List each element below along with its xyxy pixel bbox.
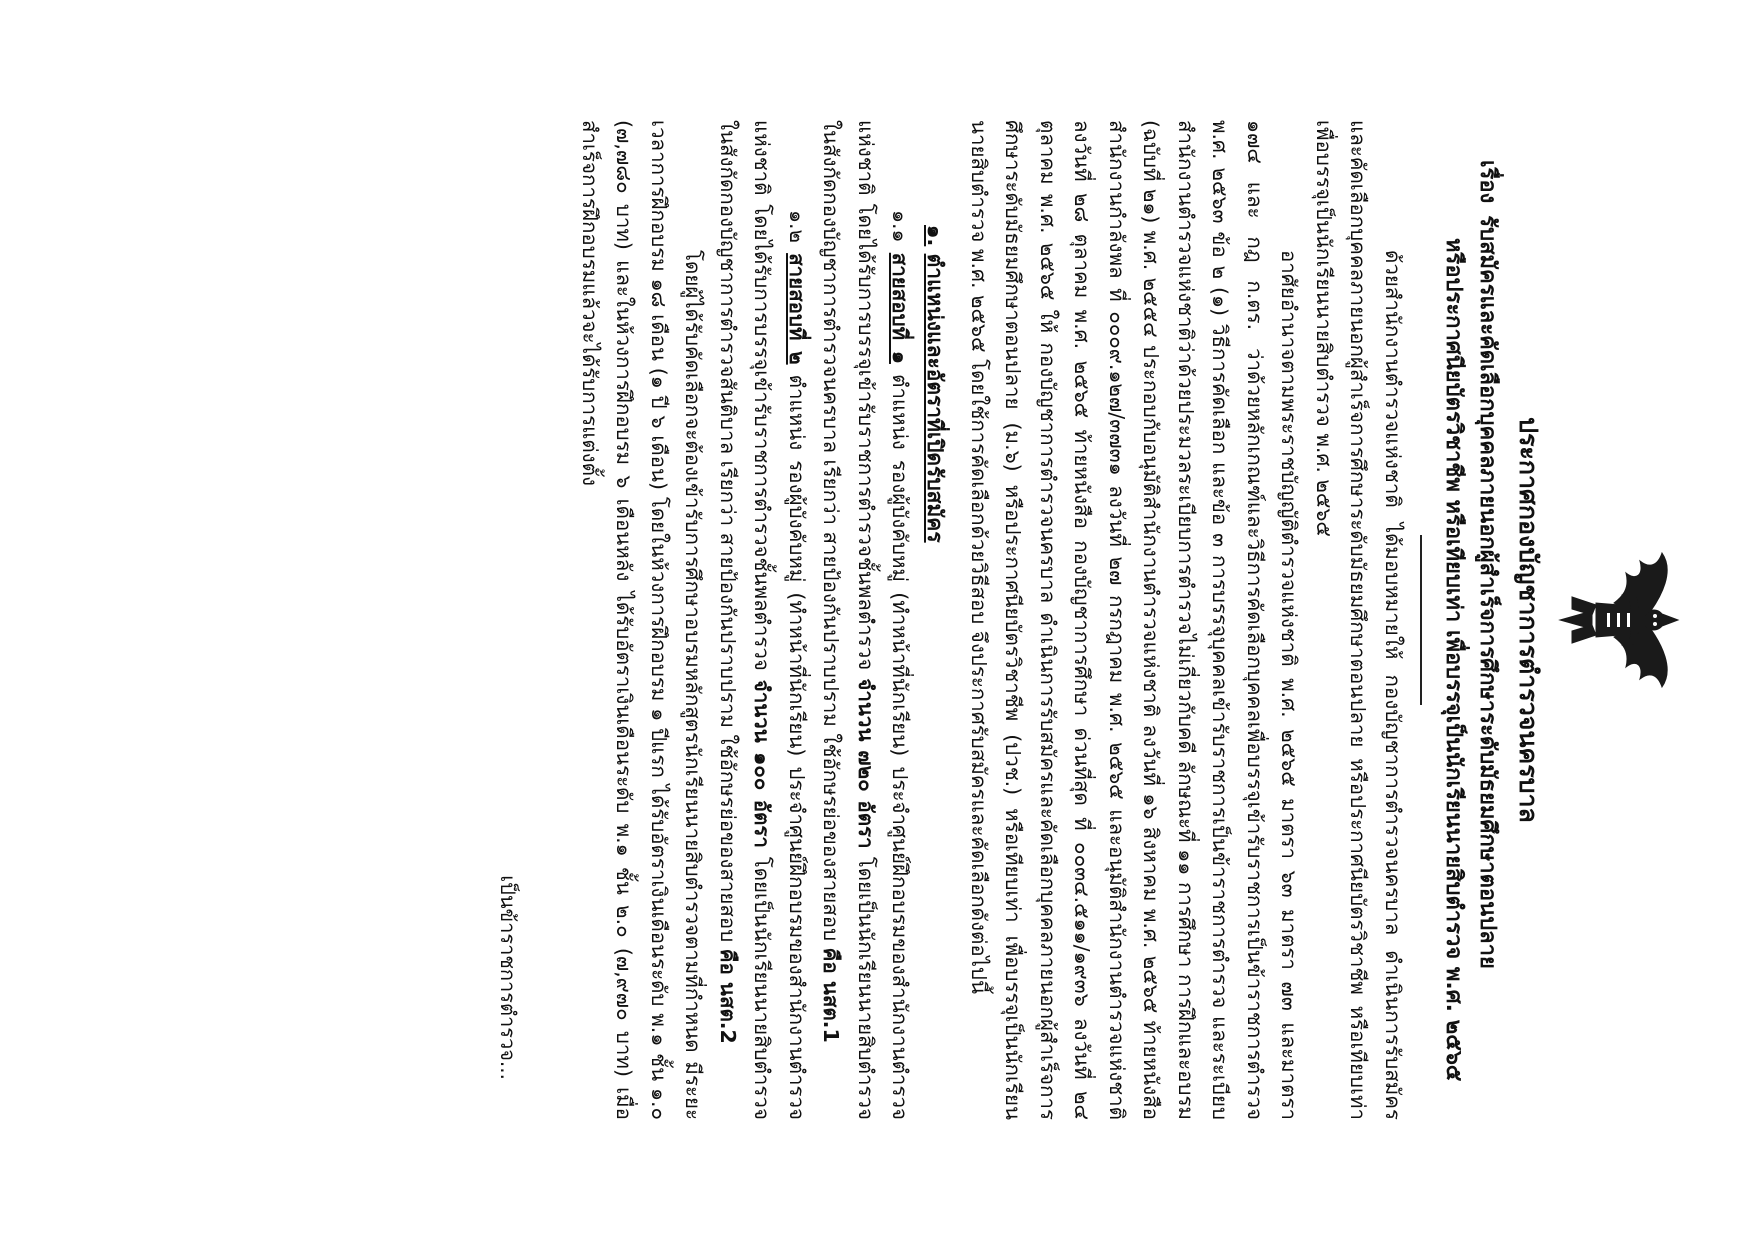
item-1-2-code: คือ นสต.2 [716, 948, 740, 1044]
section-heading-1 [918, 120, 954, 1120]
item-1-1-count: จำนวน ๗๒๐ อัตรา [854, 678, 878, 849]
document-heading: ประกาศกองบัญชาการตำรวจนครบาล [1514, 417, 1543, 823]
item-1-1-code: คือ นสต.1 [819, 947, 844, 1043]
paragraph-intro: ด้วยสำนักงานตำรวจแห่งชาติ ได้มอบหมายให้ กองบัญชาการตำรวจนครบาล ดำเนินการรับสมัครและคัดเลือกบุคคลภายนอกผู้สำเร็จการศึกษาระดับมัธยมศึกษาตอนปลาย หรือประกาศนียบัตรวิชาชีพ หรือเทียบเท่า เพื่อบรรจุเป็นนักเรียนนายสิบตำรวจ พ.ศ. ๒๕๖๕ [1312, 120, 1405, 1120]
item-1-2-line-label: สายสอบที่ ๒ [785, 253, 809, 365]
document-subject [1436, 120, 1504, 1120]
paragraph-training: โดยผู้ได้รับคัดเลือกจะต้องเข้ารับการศึกษาอบรมหลักสูตรนักเรียนนายสิบตำรวจตามที่กำหนด มีระยะเวลาการฝึกอบรม ๑๘ เดือน (๑ ปี ๖ เดือน) โดยในห้วงการฝึกอบรม ๑ ปีแรก ได้รับอัตราเงินเดือนระดับ พ.๑ ชั้น ๑.๐ (๗,๗๘๐ บาท) และในห้วงการฝึกอบรม ๖ เดือนหลัง ได้รับอัตราเงินเดือนระดับ พ.๑ ชั้น ๒.๐ (๗,๙๗๐ บาท) เมื่อสำเร็จการฝึกอบรมแล้วจะได้รับการแต่งตั้ง [578, 120, 706, 1120]
subject-line-1 [1470, 160, 1504, 1120]
item-1-1-body-b: โดยเป็นนักเรียนนายสิบตำรวจ ในสังกัดกองบัญชาการตำรวจนครบาล เรียกว่า สายป้องกันปราบปราม ใช้อักษรย่อของสายสอบ [819, 120, 878, 1120]
item-1-1-body-a: ตำแหน่ง รองผู้บังคับหมู่ (ทำหน้าที่นักเรียน) ประจำศูนย์ฝึกอบรมของสำนักงานตำรวจแห่งชาติ โดยได้รับการบรรจุเข้ารับราชการตำรวจชั้นพลตำรวจ [854, 120, 913, 1120]
item-1-1 [814, 120, 918, 1120]
page-continuation: เป็นข้าราชการตำรวจ... [496, 875, 521, 1080]
document-body [493, 120, 1685, 1120]
item-1-2-body-a: ตำแหน่ง รองผู้บังคับหมู่ (ทำหน้าที่นักเรียน) ประจำศูนย์ฝึกอบรมของสำนักงานตำรวจแห่งชาติ โดยได้รับการบรรจุเข้ารับราชการตำรวจชั้นพลตำรวจ [750, 120, 809, 1120]
heading-divider [1420, 535, 1422, 705]
subject-label: เรื่อง [1475, 160, 1500, 204]
item-1-1-line-label: สายสอบที่ ๑ [888, 252, 913, 364]
item-1-2 [711, 120, 815, 1120]
item-1-2-number: ๑.๒ [785, 210, 809, 244]
item-1-2-body-b: โดยเป็นนักเรียนนายสิบตำรวจ ในสังกัดกองบัญชาการตำรวจสันติบาล เรียกว่า สายป้องกันปราบปราม ใช้อักษรย่อของสายสอบ [716, 120, 775, 1120]
paragraph-authority: อาศัยอำนาจตามพระราชบัญญัติตำรวจแห่งชาติ พ.ศ. ๒๕๖๕ มาตรา ๖๓ มาตรา ๗๓ และมาตรา ๑๗๔ และ กฎ ก.ตร. ว่าด้วยหลักเกณฑ์และวิธีการคัดเลือกบุคคลเพื่อบรรจุเข้ารับราชการเป็นข้าราชการตำรวจ พ.ศ. ๒๕๖๓ ข้อ ๒ (๑) วิธีการคัดเลือก และข้อ ๓ การบรรจุบุคคลเข้ารับราชการเป็นข้าราชการตำรวจ และระเบียบสำนักงานตำรวจแห่งชาติว่าด้วยประมวลระเบียบการตำรวจไม่เกี่ยวกับคดี ลักษณะที่ ๑๑ การศึกษา การฝึกและอบรม (ฉบับที่ ๒๑) พ.ศ. ๒๕๕๔ ประกอบกับอนุมัติสำนักงานตำรวจแห่งชาติ ลงวันที่ ๑๖ สิงหาคม พ.ศ. ๒๕๖๕ ท้ายหนังสือ สำนักงานกำลังพล ที่ ๐๐๐๙.๑๒๗/๓๗๓๑ ลงวันที่ ๒๗ กรกฎาคม พ.ศ. ๒๕๖๕ และอนุมัติสำนักงานตำรวจแห่งชาติ ลงวันที่ ๒๘ ตุลาคม พ.ศ. ๒๕๖๕ ท้ายหนังสือ กองบัญชาการศึกษา ด่วนที่สุด ที่ ๐๐๓๔.๕๑๑/๑๙๓๖ ลงวันที่ ๒๔ ตุลาคม พ.ศ. ๒๕๖๕ ให้ กองบัญชาการตำรวจนครบาล ดำเนินการรับสมัครและคัดเลือกบุคคลภายนอกผู้สำเร็จการศึกษาระดับมัธยมศึกษาตอนปลาย (ม.๖) หรือประกาศนียบัตรวิชาชีพ (ปวช.) หรือเทียบเท่า เพื่อบรรจุเป็นนักเรียนนายสิบตำรวจ พ.ศ. ๒๕๖๕ โดยใช้การคัดเลือกด้วยวิธีสอบ จึงประกาศรับสมัครและคัดเลือกดังต่อไปนี้ [967, 120, 1302, 1120]
item-1-2-count: จำนวน ๑๐๐ อัตรา [750, 679, 775, 848]
item-1-1-number: ๑.๑ [888, 210, 913, 243]
section-title: ตำแหน่งและอัตราที่เปิดรับสมัคร [923, 253, 948, 543]
subject-text-1: รับสมัครและคัดเลือกบุคคลภายนอกผู้สำเร็จการศึกษาระดับมัธยมศึกษาตอนปลาย [1475, 215, 1500, 969]
subject-line-2: หรือประกาศนียบัตรวิชาชีพ หรือเทียบเท่า เพื่อบรรจุเป็นนักเรียนนายสิบตำรวจ พ.ศ. ๒๕๖๕ [1441, 238, 1466, 1082]
section-number: ๑. [923, 225, 948, 247]
garuda-emblem-icon [1554, 545, 1684, 695]
